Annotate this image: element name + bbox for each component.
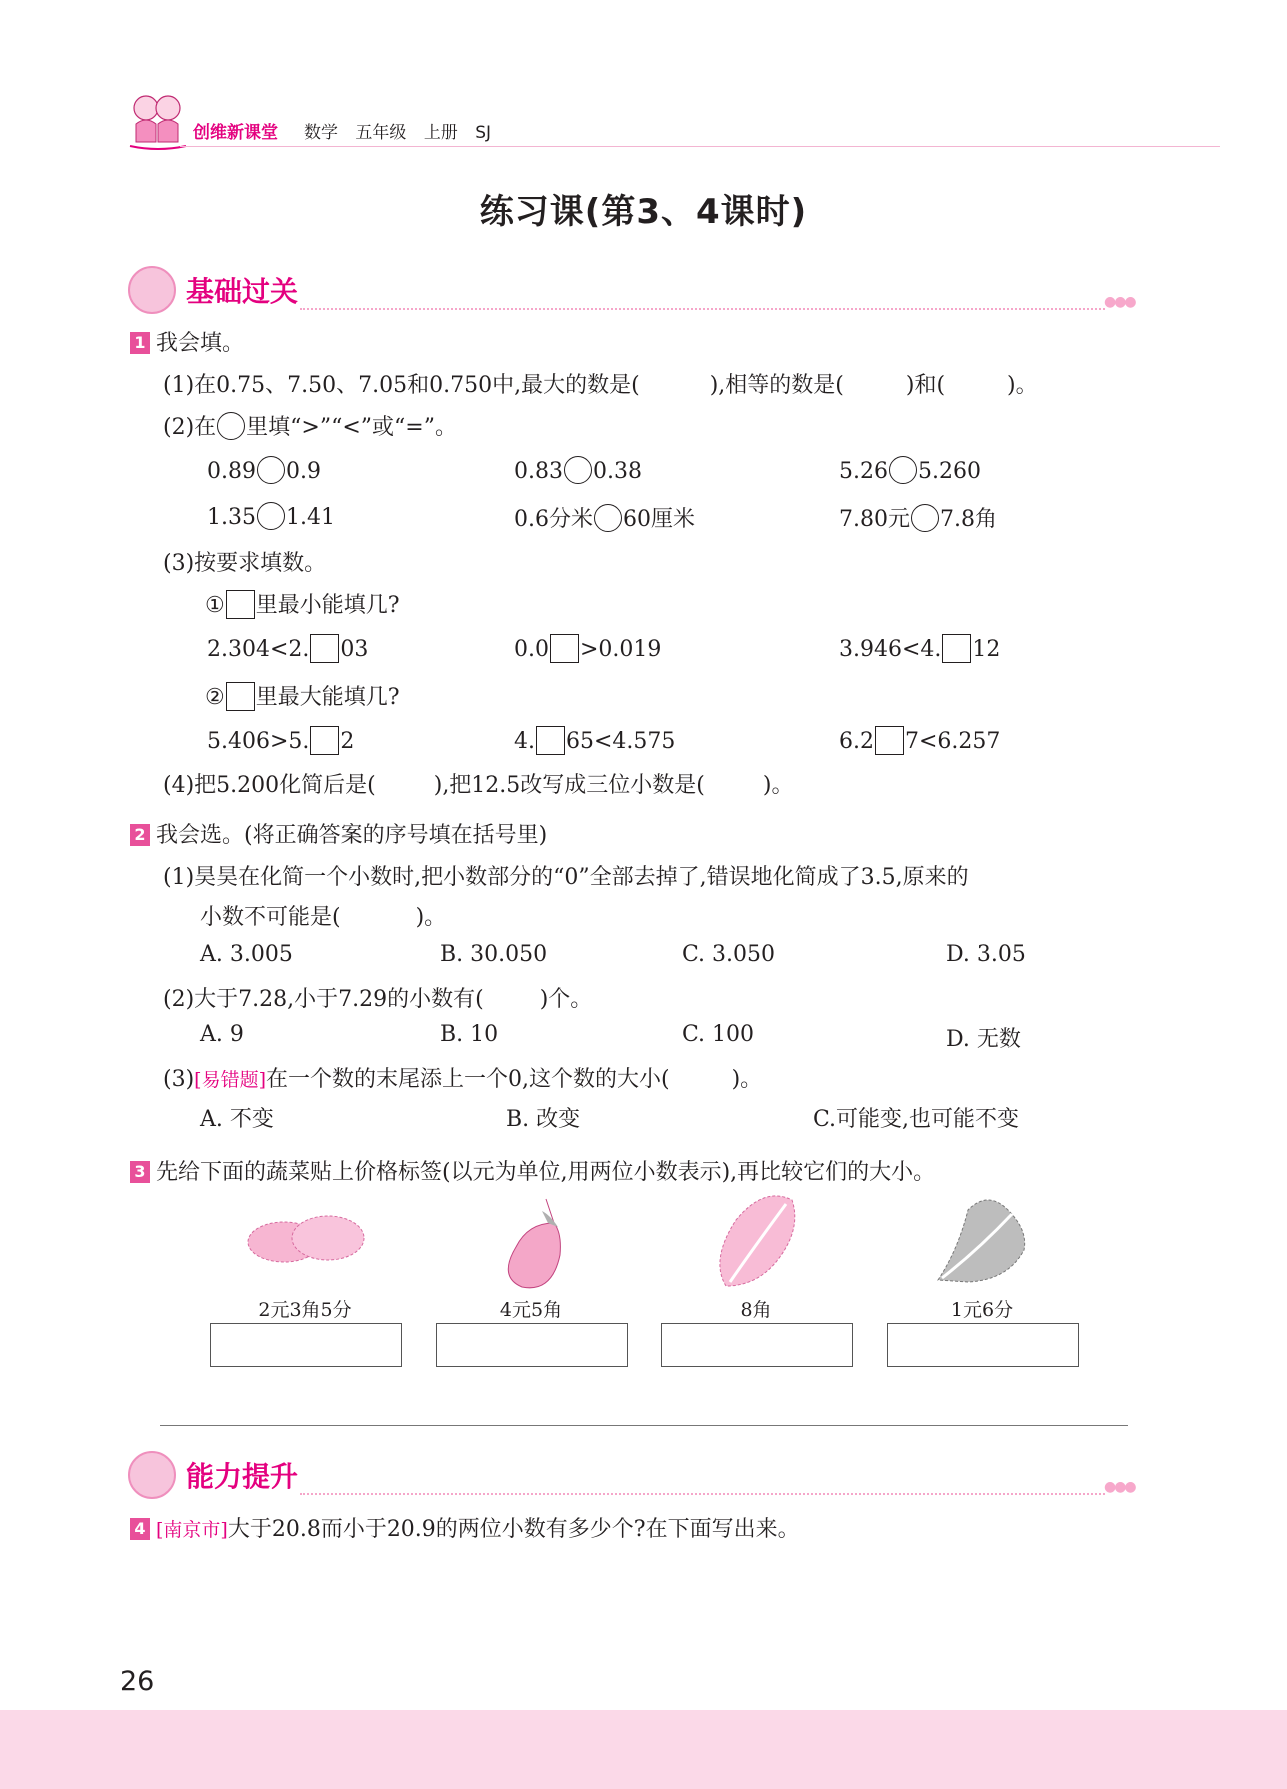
footer-band: [0, 1710, 1287, 1789]
volume: 上册: [423, 123, 458, 143]
q2-part1-cont: 小数不可能是( )。: [200, 905, 447, 930]
section-divider: [300, 1493, 1105, 1495]
option-b[interactable]: B. 改变: [506, 1107, 581, 1132]
fill-item: 0.0 >0.019: [514, 634, 661, 663]
price-tag-box[interactable]: [210, 1323, 402, 1367]
price-tag-box[interactable]: [661, 1323, 853, 1367]
q1-part3: (3)按要求填数。: [163, 551, 327, 576]
mascot-logo-icon: [126, 90, 190, 152]
book-meta: [304, 118, 503, 143]
compare-item: 5.26 5.260: [839, 456, 981, 484]
price-tag-box[interactable]: [436, 1323, 628, 1367]
option-b[interactable]: B. 10: [440, 1022, 499, 1047]
section-title-advanced: 能力提升: [186, 1460, 299, 1493]
q1-part2: (2)在 里填“>”“<”或“=”。: [163, 410, 457, 441]
option-b[interactable]: B. 30.050: [440, 942, 548, 967]
grade: 五年级: [355, 123, 407, 143]
q3-stem: 3 先给下面的蔬菜贴上价格标签(以元为单位,用两位小数表示),再比较它们的大小。: [130, 1155, 935, 1186]
section-mascot-icon: [128, 266, 176, 314]
q2-part2: (2)大于7.28,小于7.29的小数有( )个。: [163, 987, 593, 1012]
q4-number: 4: [130, 1518, 150, 1540]
option-d[interactable]: D. 无数: [946, 1027, 1021, 1052]
answer-box[interactable]: [310, 726, 339, 755]
page-number: 26: [120, 1666, 155, 1697]
q1-stem: 1 我会填。: [130, 326, 244, 357]
subject: 数学: [304, 123, 338, 143]
price-label: 8角: [740, 1299, 772, 1321]
q1-part3-sub1: ① 里最小能填几?: [205, 588, 400, 619]
q2-part1: (1)昊昊在化简一个小数时,把小数部分的“0”全部去掉了,错误地化简成了3.5,原来的: [163, 865, 969, 890]
decor-dots-icon: ●●●: [1104, 1479, 1135, 1495]
edition: SJ: [475, 123, 492, 143]
answer-box[interactable]: [536, 726, 565, 755]
compare-item: 1.35 1.41: [207, 502, 335, 530]
option-a[interactable]: A. 3.005: [200, 942, 293, 967]
eggplant-icon: [488, 1193, 568, 1293]
q1-number: 1: [130, 332, 150, 354]
q2-number: 2: [130, 824, 150, 846]
error-prone-tag: [易错题]: [194, 1069, 266, 1091]
option-c[interactable]: C.可能变,也可能不变: [813, 1107, 1020, 1132]
cabbage-icon: [706, 1190, 806, 1290]
price-tag-box[interactable]: [887, 1323, 1079, 1367]
fill-item: 5.406>5. 2: [207, 726, 354, 755]
fill-item: 6.2 7<6.257: [839, 726, 1000, 755]
answer-divider: [160, 1425, 1128, 1426]
section-title-basic: 基础过关: [186, 275, 299, 308]
answer-box[interactable]: [550, 634, 579, 663]
compare-item: 0.89 0.9: [207, 456, 321, 484]
compare-item: 7.80元 7.8角: [839, 502, 997, 533]
answer-circle[interactable]: [257, 502, 285, 530]
answer-box[interactable]: [942, 634, 971, 663]
option-a[interactable]: A. 不变: [200, 1107, 274, 1132]
answer-circle: [217, 412, 245, 440]
q1-part3-sub2: ② 里最大能填几?: [205, 680, 400, 711]
q4-stem: 4 [南京市]大于20.8而小于20.9的两位小数有多少个?在下面写出来。: [130, 1512, 800, 1543]
page-title: 练习课(第3、4课时): [479, 192, 808, 232]
brand-name: 创维新课堂: [193, 123, 278, 143]
potato-icon: [246, 1208, 366, 1268]
answer-circle[interactable]: [594, 504, 622, 532]
answer-circle[interactable]: [564, 456, 592, 484]
price-label: 4元5角: [499, 1299, 563, 1321]
answer-box: [226, 682, 255, 711]
decor-dots-icon: ●●●: [1104, 294, 1135, 310]
compare-item: 0.83 0.38: [514, 456, 642, 484]
region-tag: [南京市]: [156, 1519, 228, 1541]
fill-item: 2.304<2. 03: [207, 634, 368, 663]
fill-item: 3.946<4. 12: [839, 634, 1000, 663]
fill-item: 4. 65<4.575: [514, 726, 675, 755]
answer-box[interactable]: [310, 634, 339, 663]
option-c[interactable]: C. 3.050: [682, 942, 776, 967]
option-c[interactable]: C. 100: [682, 1022, 755, 1047]
q3-number: 3: [130, 1161, 150, 1183]
section-mascot-icon: [128, 1451, 176, 1499]
answer-box[interactable]: [875, 726, 904, 755]
option-d[interactable]: D. 3.05: [946, 942, 1026, 967]
compare-item: 0.6分米 60厘米: [514, 502, 695, 533]
q1-part4: (4)把5.200化简后是( ),把12.5改写成三位小数是( )。: [163, 773, 794, 798]
answer-circle[interactable]: [911, 504, 939, 532]
section-divider: [300, 308, 1105, 310]
q1-part1: (1)在0.75、7.50、7.05和0.750中,最大的数是( ),相等的数是( )和( )。: [163, 373, 1038, 398]
answer-box: [226, 590, 255, 619]
greens-icon: [928, 1190, 1038, 1290]
price-label: 2元3角5分: [258, 1299, 352, 1321]
price-label: 1元6分: [950, 1299, 1014, 1321]
q2-stem: 2 我会选。(将正确答案的序号填在括号里): [130, 818, 547, 849]
answer-circle[interactable]: [889, 456, 917, 484]
header-divider: [180, 146, 1220, 147]
answer-circle[interactable]: [257, 456, 285, 484]
option-a[interactable]: A. 9: [200, 1022, 244, 1047]
q2-part3: (3)[易错题]在一个数的末尾添上一个0,这个数的大小( )。: [163, 1067, 763, 1092]
